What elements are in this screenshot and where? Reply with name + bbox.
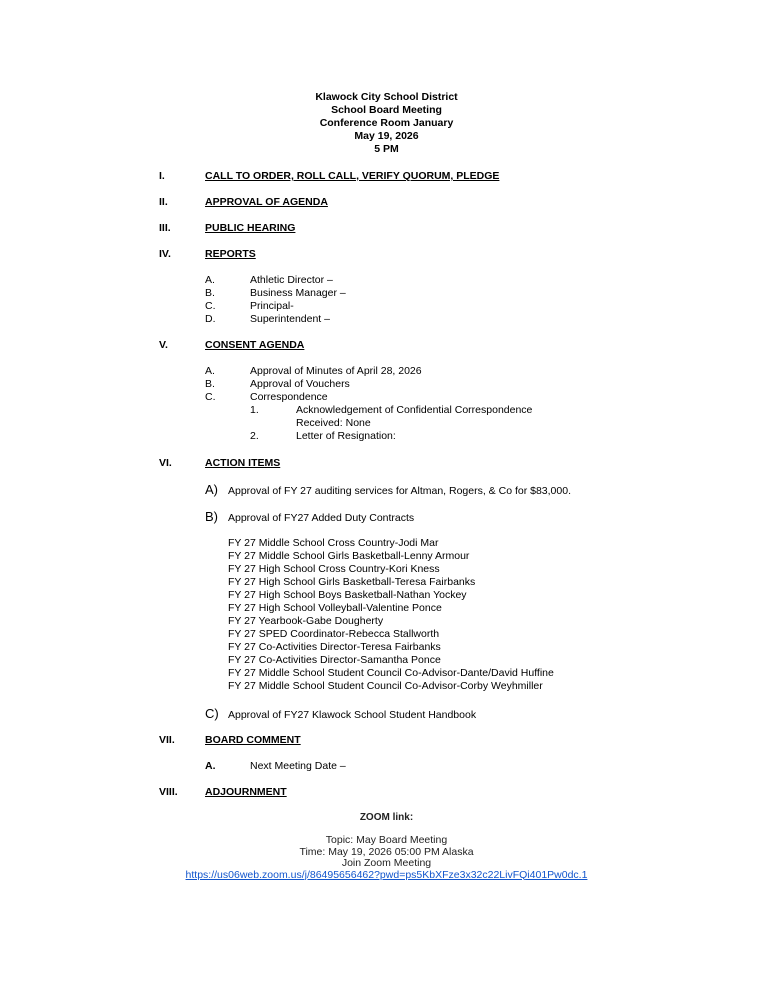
section-number: I.	[159, 170, 165, 182]
item-text: Athletic Director –	[250, 274, 333, 286]
section-number: II.	[159, 196, 168, 208]
list-item: FY 27 High School Volleyball-Valentine Ponce	[228, 602, 442, 614]
zoom-join-label: Join Zoom Meeting	[341, 857, 432, 869]
item-letter: A.	[205, 365, 215, 377]
item-text: Next Meeting Date –	[250, 760, 346, 772]
item-letter: C.	[205, 391, 216, 403]
list-item: FY 27 Middle School Cross Country-Jodi Mar	[228, 537, 439, 549]
section-title: APPROVAL OF AGENDA	[205, 196, 328, 208]
meeting-title: School Board Meeting	[331, 104, 442, 116]
item-text: Superintendent –	[250, 313, 330, 325]
district-name: Klawock City School District	[315, 91, 458, 103]
item-text: Approval of Minutes of April 28, 2026	[250, 365, 422, 377]
section-title: PUBLIC HEARING	[205, 222, 296, 234]
zoom-details	[0, 835, 773, 881]
item-number: 1.	[250, 404, 259, 416]
section-title: ACTION ITEMS	[205, 457, 281, 469]
zoom-meeting-link[interactable]: https://us06web.zoom.us/j/86495656462?pwd=ps5KbXFze3x32c22LivFQi401Pw0dc.1	[185, 868, 588, 881]
list-item: FY 27 High School Girls Basketball-Teresa Fairbanks	[228, 576, 476, 588]
item-text: Acknowledgement of Confidential Correspondence	[296, 404, 533, 416]
section-title: CALL TO ORDER, ROLL CALL, VERIFY QUORUM, PLEDGE	[205, 170, 500, 182]
meeting-date: May 19, 2026	[354, 130, 419, 142]
list-item: FY 27 Yearbook-Gabe Dougherty	[228, 615, 384, 627]
list-item: FY 27 Middle School Student Council Co-Advisor-Corby Weyhmiller	[228, 680, 543, 692]
list-item: FY 27 Co-Activities Director-Samantha Ponce	[228, 654, 441, 666]
item-letter: B.	[205, 378, 215, 390]
item-text: Approval of FY 27 auditing services for Altman, Rogers, & Co for $83,000.	[228, 485, 571, 497]
section-number: III.	[159, 222, 171, 234]
item-letter: A)	[205, 482, 218, 497]
item-letter: A.	[205, 760, 216, 772]
item-text: Letter of Resignation:	[296, 430, 396, 442]
section-title: CONSENT AGENDA	[205, 339, 305, 351]
item-text: Approval of FY27 Klawock School Student Handbook	[228, 709, 477, 721]
list-item: FY 27 Middle School Girls Basketball-Lenny Armour	[228, 550, 470, 562]
list-item: FY 27 High School Cross Country-Kori Kness	[228, 563, 440, 575]
section-number: V.	[159, 339, 168, 351]
zoom-topic: Topic: May Board Meeting	[325, 834, 448, 846]
item-text: Approval of FY27 Added Duty Contracts	[228, 512, 415, 524]
meeting-location: Conference Room January	[319, 117, 454, 129]
item-letter: B)	[205, 509, 218, 524]
list-item: FY 27 Co-Activities Director-Teresa Fairbanks	[228, 641, 441, 653]
section-number: VII.	[159, 734, 175, 746]
item-text: Approval of Vouchers	[250, 378, 350, 390]
item-letter: A.	[205, 274, 215, 286]
list-item: FY 27 SPED Coordinator-Rebecca Stallworth	[228, 628, 440, 640]
zoom-time: Time: May 19, 2026 05:00 PM Alaska	[299, 845, 474, 858]
item-text: Business Manager –	[250, 287, 346, 299]
section-title: BOARD COMMENT	[205, 734, 301, 746]
item-letter: C)	[205, 706, 219, 721]
section-title: REPORTS	[205, 248, 256, 260]
zoom-heading: ZOOM link:	[359, 812, 414, 823]
section-number: IV.	[159, 248, 171, 260]
item-number: 2.	[250, 430, 259, 442]
item-letter: B.	[205, 287, 215, 299]
duty-contracts-list	[228, 537, 554, 693]
item-text: Received: None	[296, 417, 371, 429]
item-text: Principal-	[250, 300, 294, 312]
list-item: FY 27 High School Boys Basketball-Nathan Yockey	[228, 589, 467, 601]
section-number: VIII.	[159, 786, 178, 798]
item-text: Correspondence	[250, 391, 328, 403]
meeting-time: 5 PM	[374, 143, 399, 155]
section-number: VI.	[159, 457, 172, 469]
list-item: FY 27 Middle School Student Council Co-Advisor-Dante/David Huffine	[228, 667, 554, 679]
section-title: ADJOURNMENT	[205, 786, 287, 798]
item-letter: D.	[205, 313, 216, 325]
item-letter: C.	[205, 300, 216, 312]
document-header	[0, 91, 773, 156]
